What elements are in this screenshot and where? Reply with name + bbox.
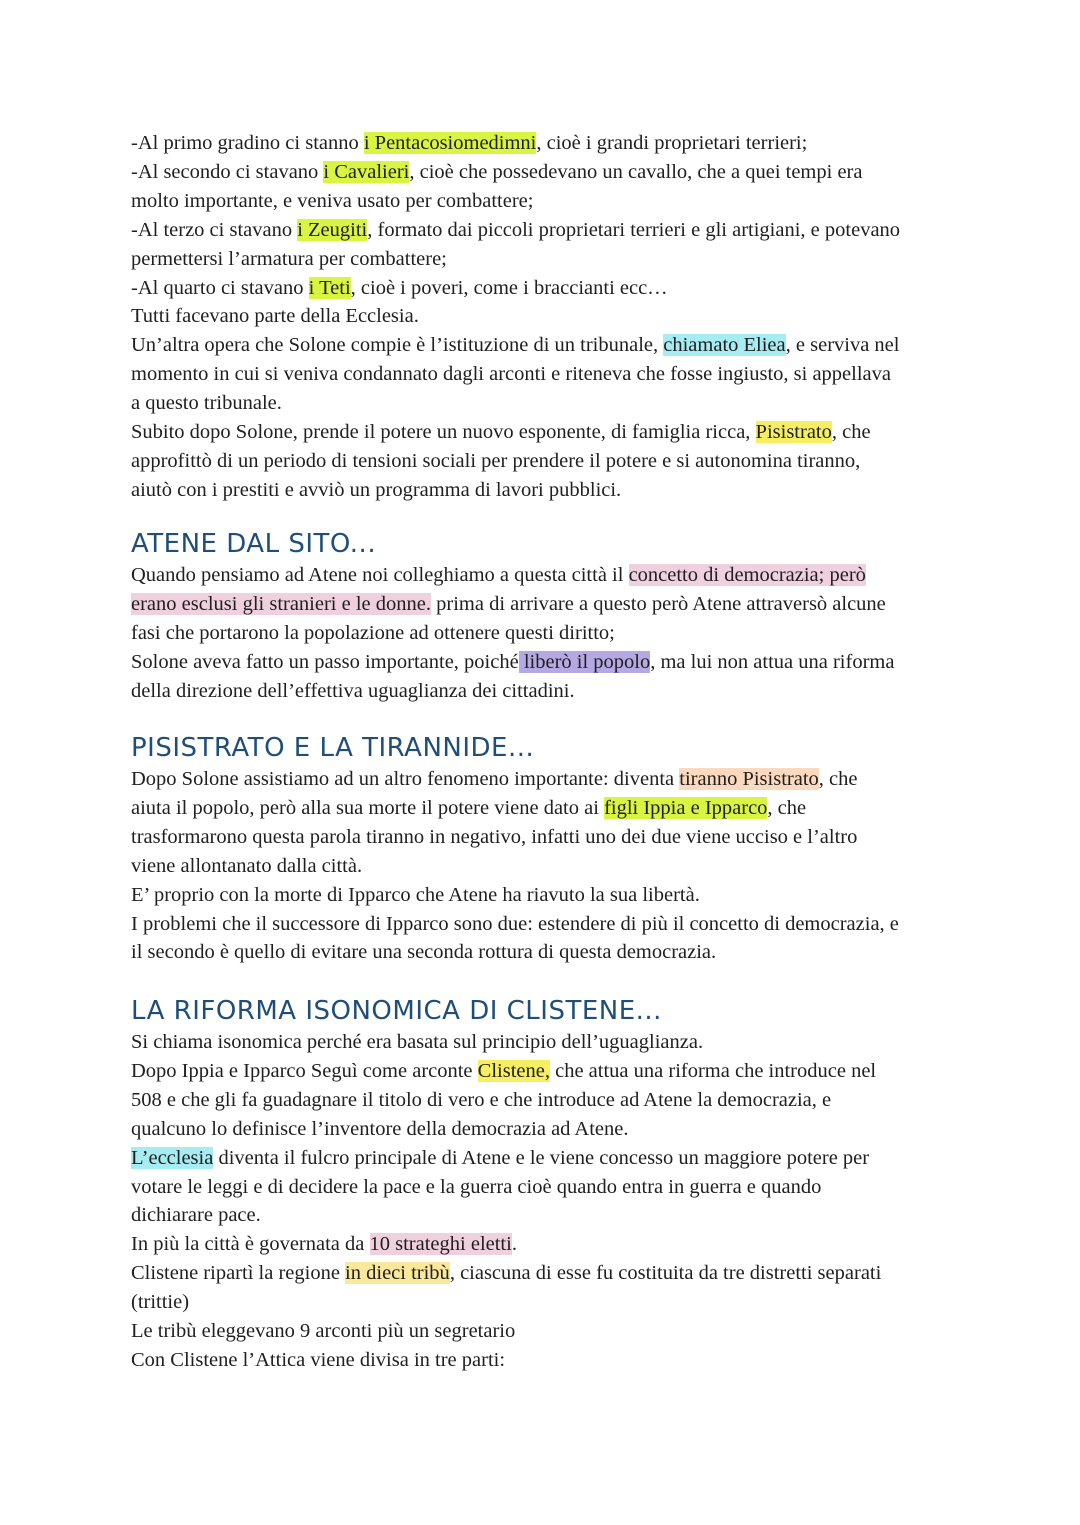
- text-line: -Al secondo ci stavano i Cavalieri, cioè che possedevano un cavallo, che a quei tempi era: [131, 160, 863, 183]
- text-line: dichiarare pace.: [131, 1204, 261, 1227]
- text-line: -Al quarto ci stavano i Teti, cioè i poveri, come i braccianti ecc…: [131, 276, 668, 299]
- text-line: Si chiama isonomica perché era basata sul principio dell’uguaglianza.: [131, 1031, 704, 1053]
- text-line: della direzione dell’effettiva uguaglianza dei cittadini.: [131, 679, 575, 702]
- highlight-teti: i Teti: [308, 276, 351, 299]
- text-line: L’ecclesia diventa il fulcro principale di Atene e le viene concesso un maggiore potere per: [131, 1146, 870, 1169]
- text-line: -Al terzo ci stavano i Zeugiti, formato dai piccoli proprietari terrieri e gli artigiani, e potevano: [131, 218, 901, 241]
- text-line: Tutti facevano parte della Ecclesia.: [131, 305, 419, 328]
- highlight-cavalieri: i Cavalieri: [323, 160, 410, 183]
- text-line: erano esclusi gli stranieri e le donne. prima di arrivare a questo però Atene attraversò alcune: [131, 592, 886, 615]
- text-line: -Al primo gradino ci stanno i Pentacosiomedimni, cioè i grandi proprietari terrieri;: [131, 132, 808, 154]
- highlight-eliea: chiamato Eliea: [663, 334, 786, 357]
- atene-section: [131, 527, 961, 706]
- highlight-pentacosiomedimni: i Pentacosiomedimni: [363, 132, 537, 154]
- text-line: Subito dopo Solone, prende il potere un nuovo esponente, di famiglia ricca, Pisistrato, che: [131, 421, 871, 444]
- text-line: Dopo Ippia e Ipparco Seguì come arconte Clistene, che attua una riforma che introduce nel: [131, 1059, 877, 1082]
- text-line: votare le leggi e di decidere la pace e la guerra cioè quando entra in guerra e quando: [131, 1175, 822, 1198]
- highlight-democrazia: concetto di democrazia; però: [628, 564, 866, 586]
- section-heading: PISISTRATO E LA TIRANNIDE...: [131, 733, 535, 763]
- text-line: E’ proprio con la morte di Ipparco che Atene ha riavuto la sua libertà.: [131, 883, 700, 906]
- text-line: molto importante, e veniva usato per combattere;: [131, 189, 534, 212]
- text-line: permettersi l’armatura per combattere;: [131, 247, 447, 270]
- text-line: Un’altra opera che Solone compie è l’istituzione di un tribunale, chiamato Eliea, e serviva nel: [131, 334, 900, 357]
- text-line: trasformarono questa parola tiranno in negativo, infatti uno dei due viene ucciso e l’altro: [131, 825, 858, 848]
- text-line: Clistene ripartì la regione in dieci tribù, ciascuna di esse fu costituita da tre distretti separati: [131, 1262, 882, 1285]
- text-line: I problemi che il successore di Ipparco sono due: estendere di più il concetto di democrazia, e: [131, 912, 899, 935]
- highlight-libero-popolo: liberò il popolo: [518, 650, 651, 673]
- text-line: Le tribù eleggevano 9 arconti più un segretario: [131, 1320, 516, 1343]
- highlight-esclusi: erano esclusi gli stranieri e le donne.: [131, 592, 431, 615]
- highlight-zeugiti: i Zeugiti: [297, 218, 368, 241]
- section-heading: LA RIFORMA ISONOMICA DI CLISTENE...: [131, 996, 662, 1026]
- text-line: fasi che portarono la popolazione ad ottenere questi diritto;: [131, 621, 615, 644]
- text-line: aiuta il popolo, però alla sua morte il potere viene dato ai figli Ippia e Ipparco, che: [131, 796, 807, 819]
- section-heading: ATENE DAL SITO...: [131, 529, 377, 559]
- highlight-dieci-tribu: in dieci tribù: [345, 1262, 450, 1285]
- highlight-ecclesia: L’ecclesia: [131, 1146, 214, 1169]
- text-line: 508 e che gli fa guadagnare il titolo di vero e che introduce ad Atene la democrazia, e: [131, 1088, 832, 1111]
- text-line: aiutò con i prestiti e avviò un programma di lavori pubblici.: [131, 478, 622, 501]
- pisistrato-section: [131, 731, 961, 967]
- highlight-clistene: Clistene,: [477, 1059, 550, 1082]
- text-line: Dopo Solone assistiamo ad un altro fenomeno importante: diventa tiranno Pisistrato, che: [131, 768, 858, 790]
- highlight-figli: figli Ippia e Ipparco: [604, 796, 768, 819]
- text-line: il secondo è quello di evitare una seconda rottura di questa democrazia.: [131, 941, 717, 964]
- text-line: Quando pensiamo ad Atene noi colleghiamo a questa città il concetto di democrazia; però: [131, 564, 866, 586]
- text-line: a questo tribunale.: [131, 392, 282, 415]
- intro-section: [131, 129, 961, 505]
- text-line: momento in cui si veniva condannato dagli arconti e riteneva che fosse ingiusto, si appellava: [131, 363, 891, 386]
- text-line: (trittie): [131, 1291, 190, 1314]
- highlight-pisistrato: Pisistrato: [755, 421, 832, 444]
- text-line: Con Clistene l’Attica viene divisa in tre parti:: [131, 1348, 506, 1371]
- highlight-strateghi: 10 strateghi eletti: [369, 1233, 512, 1256]
- text-line: approfittò di un periodo di tensioni sociali per prendere il potere e si autonomina tiranno,: [131, 449, 861, 472]
- highlight-tiranno-pisistrato: tiranno Pisistrato: [679, 768, 819, 790]
- clistene-section: [131, 994, 961, 1375]
- text-line: Solone aveva fatto un passo importante, poiché liberò il popolo, ma lui non attua una riforma: [131, 650, 895, 673]
- text-line: qualcuno lo definisce l’inventore della democrazia ad Atene.: [131, 1117, 629, 1140]
- text-line: In più la città è governata da 10 strateghi eletti.: [131, 1233, 517, 1256]
- text-line: viene allontanato dalla città.: [131, 854, 363, 877]
